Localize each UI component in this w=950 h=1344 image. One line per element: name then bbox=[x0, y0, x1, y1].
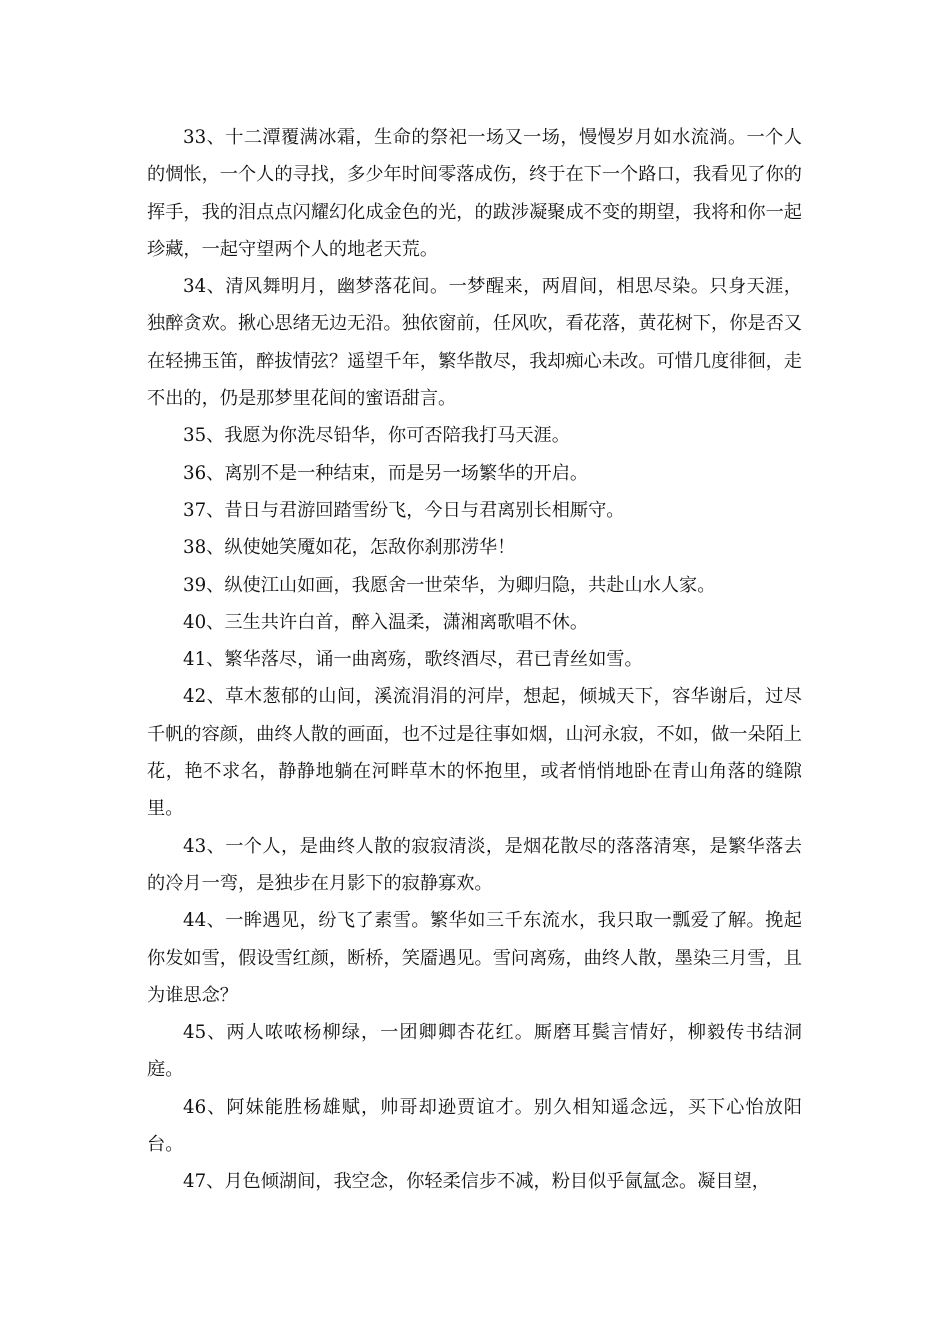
paragraph-37: 37、昔日与君游回踏雪纷飞，今日与君离别长相厮守。 bbox=[183, 499, 625, 521]
paragraph-47: 47、月色倾湖间，我空念，你轻柔信步不减，粉目似乎氤氲念。凝目望， bbox=[183, 1171, 770, 1193]
document-page bbox=[147, 119, 802, 1201]
paragraph-46: 46、阿妹能胜杨雄赋，帅哥却逊贾谊才。别久相知遥念远，买下心怡放阳台。 bbox=[147, 1096, 802, 1156]
paragraph-44: 44、一眸遇见，纷飞了素雪。繁华如三千东流水，我只取一瓢爱了解。挽起你发如雪，假设雪红颜，断桥，笑靥遇见。雪问离殇，曲终人散，墨染三月雪，且为谁思念？ bbox=[147, 910, 802, 1006]
paragraph-41: 41、繁华落尽，诵一曲离殇，歌终酒尽，君已青丝如雪。 bbox=[183, 649, 643, 671]
paragraph-42: 42、草木葱郁的山间，溪流涓涓的河岸，想起，倾城天下，容华谢后，过尽千帆的容颜，曲终人散的画面，也不过是往事如烟，山河永寂，不如，做一朵陌上花，艳不求名，静静地躺在河畔草木的怀抱里，或者悄悄地卧在青山角落的缝隙里。 bbox=[147, 686, 802, 820]
paragraph-33: 33、十二潭覆满冰霜，生命的祭祀一场又一场，慢慢岁月如水流淌。一个人的惆怅，一个人的寻找，多少年时间零落成伤，终于在下一个路口，我看见了你的挥手，我的泪点点闪耀幻化成金色的光，的跋涉凝聚成不变的期望，我将和你一起珍藏，一起守望两个人的地老天荒。 bbox=[147, 127, 802, 260]
paragraph-40: 40、三生共许白首，醉入温柔，潇湘离歌唱不休。 bbox=[183, 611, 589, 633]
paragraph-35: 35、我愿为你洗尽铅华，你可否陪我打马天涯。 bbox=[183, 425, 570, 447]
paragraph-34: 34、清风舞明月，幽梦落花间。一梦醒来，两眉间，相思尽染。只身天涯，独醉贪欢。揪心思绪无边无沿。独依窗前，任风吹，看花落，黄花树下，你是否又在轻拂玉笛，醉拔情弦？遥望千年，繁华散尽，我却痴心未改。可惜几度徘徊，走不出的，仍是那梦里花间的蜜语甜言。 bbox=[147, 276, 802, 410]
paragraph-36: 36、离别不是一种结束，而是另一场繁华的开启。 bbox=[183, 462, 589, 484]
paragraph-45: 45、两人哝哝杨柳绿，一团卿卿杏花红。厮磨耳鬓言情好，柳毅传书结洞庭。 bbox=[147, 1022, 802, 1081]
paragraph-43: 43、一个人，是曲终人散的寂寂清淡，是烟花散尽的落落清寒，是繁华落去的冷月一弯，是独步在月影下的寂静寡欢。 bbox=[147, 835, 802, 894]
paragraph-39: 39、纵使江山如画，我愿舍一世荣华，为卿归隐，共赴山水人家。 bbox=[183, 574, 716, 596]
paragraph-38: 38、纵使她笑魇如花，怎敌你刹那涝华！ bbox=[183, 537, 516, 559]
